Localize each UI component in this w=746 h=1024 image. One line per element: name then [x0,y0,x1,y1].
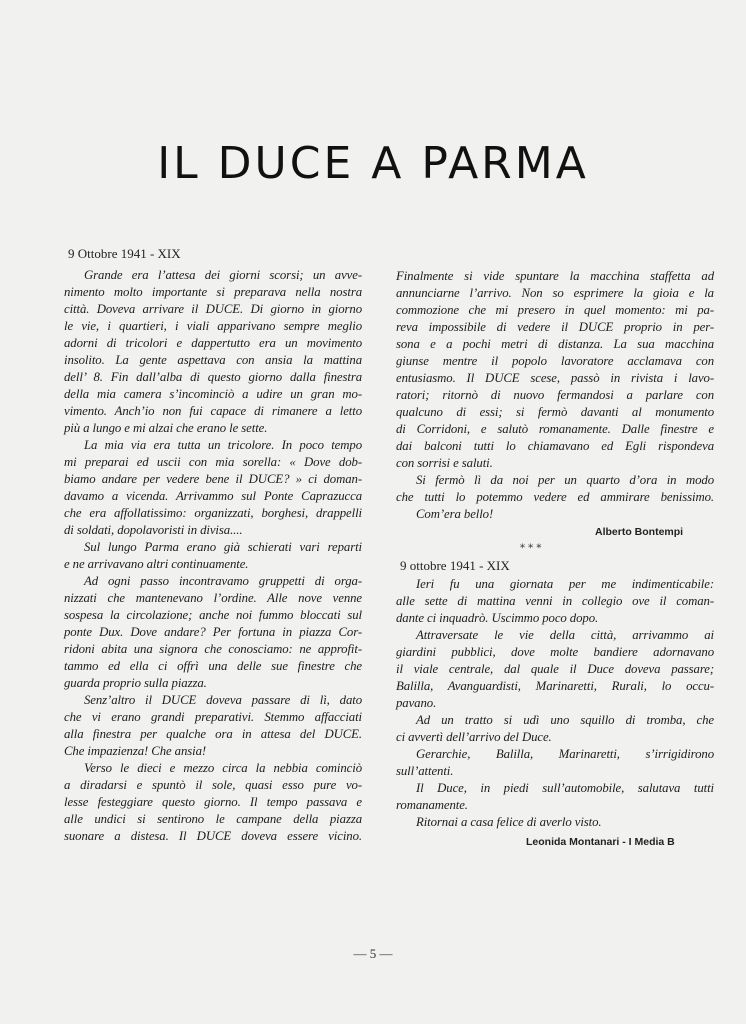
text-line: di soldati, dopolavoristi in divisa.... [64,523,243,537]
text-line: vimento. Anch’io non fui capace di rimanere a letto [64,404,362,418]
text-line: commozione che mi presero in quel momento: mi pa- [396,303,714,317]
text-line: sull’attenti. [396,764,454,778]
text-line: della mia camera s’incominciò a udire un gran mo- [64,387,362,401]
text-line: ponte Dux. Dove andare? Per fortuna in piazza Cor- [64,625,362,639]
text-line: sona e a pochi metri di distanza. La sua macchina [396,337,714,351]
text-line: Verso le dieci e mezzo circa la nebbia cominciò [84,761,362,775]
text-line: dai balconi tutti lo chiamavano ed Egli rispondeva [396,439,714,453]
separator-stars: * * * [520,543,542,554]
text-line: più a lungo e mi alzai che erano le sette. [64,421,268,435]
text-line: città. Doveva arrivare il DUCE. Di giorno in giorno [64,302,362,316]
article2-author: Leonida Montanari - I Media B [526,836,675,848]
text-line: giardini pubblici, dove molte bandiere adornavano [396,645,714,659]
text-line: e ne arrivavano altri continuamente. [64,557,249,571]
text-line: alle sette di mattina venni in collegio ove il coman- [396,594,714,608]
text-line: ci avvertì dell’arrivo del Duce. [396,730,552,744]
article1-date: 9 Ottobre 1941 - XIX [68,246,181,261]
text-line: guarda proprio sulla piazza. [64,676,207,690]
page-number: — 5 — [353,946,393,961]
text-line: Balilla, Avanguardisti, Marinaretti, Rurali, lo occu- [396,679,714,693]
text-line: Gerarchie, Balilla, Marinaretti, s’irrigidirono [416,747,714,761]
text-line: Sul lungo Parma erano già schierati vari reparti [84,540,362,554]
text-line: davamo a vicenda. Arrivammo sul Ponte Caprazucca [64,489,362,503]
text-line: Ad un tratto si udì uno squillo di tromba, che [416,713,714,727]
article2-column [396,576,714,831]
text-line: mi preparai ed uscii con mia sorella: « Dove dob- [64,455,362,469]
text-line: giunse mentre il popolo lavoratore acclamava con [396,354,714,368]
text-line: insolito. La gente aspettava con ansia la mattina [64,353,362,367]
article2-date: 9 ottobre 1941 - XIX [400,558,510,573]
text-line: con sorrisi e saluti. [396,456,493,470]
text-line: che tutti lo potemmo vedere ed ammirare benissimo. [396,490,714,504]
text-line: nimento molto importante si preparava nella nostra [64,285,362,299]
text-line: a diradarsi e spuntò il sole, quasi esso pure vo- [64,778,362,792]
text-line: Attraversate le vie della città, arrivammo ai [416,628,714,642]
text-line: Il Duce, in piedi sull’automobile, salutava tutti [416,781,714,795]
text-line: Finalmente si vide spuntare la macchina staffetta ad [396,269,714,283]
text-line: che vi erano grandi preparativi. Stemmo affacciati [64,710,362,724]
text-line: che era affollatissimo: organizzati, borghesi, drappelli [64,506,362,520]
text-line: di Corridoni, e salutò romanamente. Dalle finestre e [396,422,714,436]
text-line: tammo ed ella ci offrì una delle sue finestre che [64,659,362,673]
text-line: Che impazienza! Che ansia! [64,744,207,758]
text-line: Ritornai a casa felice di averlo visto. [416,815,602,829]
text-line: adorni di tricolori e dappertutto era un movimento [64,336,362,350]
text-line: La mia via era tutta un tricolore. In poco tempo [84,438,362,452]
text-line: il viale centrale, dal quale il Duce doveva passare; [396,662,714,676]
article1-left-column [64,267,362,845]
text-line: suonare a distesa. Il DUCE doveva essere vicino. [64,829,362,843]
text-line: Ieri fu una giornata per me indimenticabile: [416,577,714,591]
text-line: biamo andare per vedere bene il DUCE? » ci doman- [64,472,362,486]
text-line: Grande era l’attesa dei giorni scorsi; un avve- [84,268,362,282]
article1-author: Alberto Bontempi [595,526,684,538]
text-line: dell’ 8. Fin dall’alba di questo giorno dalla finestra [64,370,362,384]
text-line: sospesa la circolazione; anche noi fummo bloccati sul [64,608,362,622]
text-line: ratori; ritornò di nuovo fermandosi a parlare con [396,388,714,402]
text-line: ridoni abita una signora che conosciamo: ne approfit- [64,642,362,656]
text-line: Com’era bello! [416,507,494,521]
text-line: annunciarne l’arrivo. Non so esprimere la gioia e la [396,286,714,300]
text-line: lesse festeggiare questo giorno. Il tempo passava e [64,795,362,809]
text-line: romanamente. [396,798,468,812]
text-line: Senz’altro il DUCE doveva passare di lì, dato [84,693,362,707]
text-line: pavano. [396,696,437,710]
text-line: Ad ogni passo incontravamo gruppetti di orga- [84,574,362,588]
text-line: nizzati che mantenevano l’ordine. Alle nove venne [64,591,362,605]
text-line: dante ci inquadrò. Uscimmo poco dopo. [396,611,599,625]
text-line: entusiasmo. Il DUCE scese, passò in rivista i lavo- [396,371,714,385]
page-title: IL DUCE A PARMA [157,138,589,189]
article1-right-column [396,268,714,523]
text-line: qualcuno di essi; si fermò davanti al monumento [396,405,714,419]
text-line: Si fermò lì da noi per un quarto d’ora in modo [416,473,714,487]
text-line: alle undici si sentirono le campane della piazza [64,812,362,826]
text-line: le vie, i quartieri, i viali apparivano sempre meglio [64,319,362,333]
text-line: alla finestra per qualche ora in attesa del DUCE. [64,727,362,741]
text-line: reva impossibile di vedere il DUCE proprio in per- [396,320,714,334]
